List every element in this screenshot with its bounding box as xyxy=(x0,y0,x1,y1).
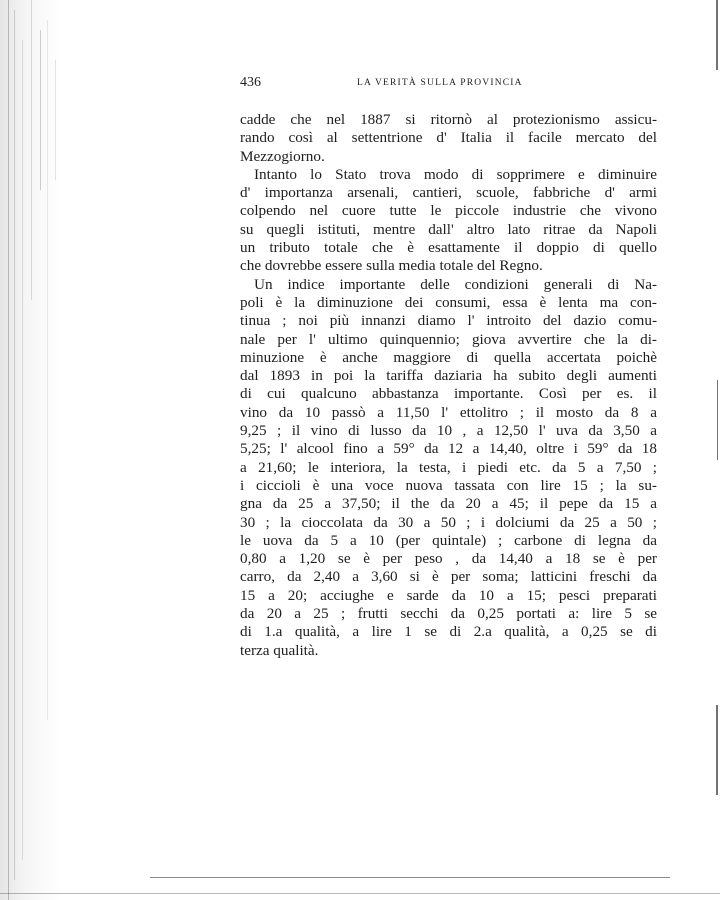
text-line: le uova da 5 a 10 (per quintale) ; carbone di legna da xyxy=(240,531,657,549)
text-line: dal 1893 in poi la tariffa daziaria ha subito degli aumenti xyxy=(240,367,657,385)
scan-bottom-edge xyxy=(0,893,720,894)
scan-right-edge-mark xyxy=(716,0,718,70)
text-line: 9,25 ; il vino di lusso da 10 , a 12,50 l' uva da 3,50 a xyxy=(240,422,657,440)
scan-streak xyxy=(40,30,41,190)
text-line: da 20 a 25 ; frutti secchi da 0,25 portati a: lire 5 se xyxy=(240,605,657,623)
text-line: Intanto lo Stato trova modo di sopprimere e diminuire xyxy=(254,165,657,183)
text-line: 5,25; l' alcool fino a 59° da 12 a 14,40, oltre i 59° da 18 xyxy=(240,440,657,458)
text-line: carro, da 2,40 a 3,60 si è per soma; latticini freschi da xyxy=(240,568,657,586)
text-line: su quegli istituti, mentre dall' altro lato ritrae da Napoli xyxy=(240,220,657,238)
scan-streak xyxy=(31,0,32,300)
scan-streak xyxy=(8,0,9,900)
scan-left-margin-shadow xyxy=(0,0,62,900)
scan-streak xyxy=(47,20,48,720)
text-line: poli è la diminuzione dei consumi, essa è lenta ma con- xyxy=(240,293,657,311)
text-line: cadde che nel 1887 si ritornò al protezionismo assicu- xyxy=(240,111,657,128)
text-line: di 1.a qualità, a lire 1 se di 2.a qualità, a 0,25 se di xyxy=(240,623,657,641)
text-line: 15 a 20; acciughe e sarde da 10 a 15; pesci preparati xyxy=(240,586,657,604)
scan-right-edge-mark xyxy=(717,380,718,460)
text-line: un tributo totale che è esattamente il doppio di quello xyxy=(240,239,657,257)
scan-bottom-edge xyxy=(150,877,670,878)
text-line: rando così al settentrione d' Italia il facile mercato del xyxy=(240,129,657,147)
text-line: che dovrebbe essere sulla media totale del Regno. xyxy=(240,257,543,275)
text-line: vino da 10 passò a 11,50 l' ettolitro ; il mosto da 8 a xyxy=(240,403,657,421)
text-line: gna da 25 a 37,50; il the da 20 a 45; il pepe da 15 a xyxy=(240,495,657,513)
scan-streak xyxy=(22,40,23,860)
text-line: a 21,60; le interiora, la testa, i piedi etc. da 5 a 7,50 ; xyxy=(240,458,657,476)
scan-streak xyxy=(55,60,56,180)
scan-streak xyxy=(14,10,15,880)
running-title: LA VERITÀ SULLA PROVINCIA xyxy=(357,78,523,88)
scan-right-edge-mark xyxy=(716,705,718,795)
text-line: Un indice importante delle condizioni generali di Na- xyxy=(254,275,657,293)
page-number: 436 xyxy=(240,75,261,90)
text-line: Mezzogiorno. xyxy=(240,147,325,165)
text-line: i ciccioli è una voce nuova tassata con lire 15 ; la su- xyxy=(240,476,657,494)
text-line: tinua ; noi più innanzi diamo l' introito del dazio comu- xyxy=(240,312,657,330)
text-line: d' importanza arsenali, cantieri, scuole, fabbriche d' armi xyxy=(240,184,657,202)
text-line: nale per l' ultimo quinquennio; giova avvertire che la di- xyxy=(240,330,657,348)
text-line: terza qualità. xyxy=(240,641,319,659)
text-line: 30 ; la cioccolata da 30 a 50 ; i dolciumi da 25 a 50 ; xyxy=(240,513,657,531)
body-text xyxy=(240,111,657,660)
text-line: colpendo nel cuore tutte le piccole industrie che vivono xyxy=(240,202,657,220)
page-header xyxy=(240,75,660,97)
text-line: 0,80 a 1,20 se è per peso , da 14,40 a 18 se è per xyxy=(240,550,657,568)
text-line: minuzione è anche maggiore di quella accertata poichè xyxy=(240,348,657,366)
text-line: di cui qualcuno abbastanza importante. Così per es. il xyxy=(240,385,657,403)
